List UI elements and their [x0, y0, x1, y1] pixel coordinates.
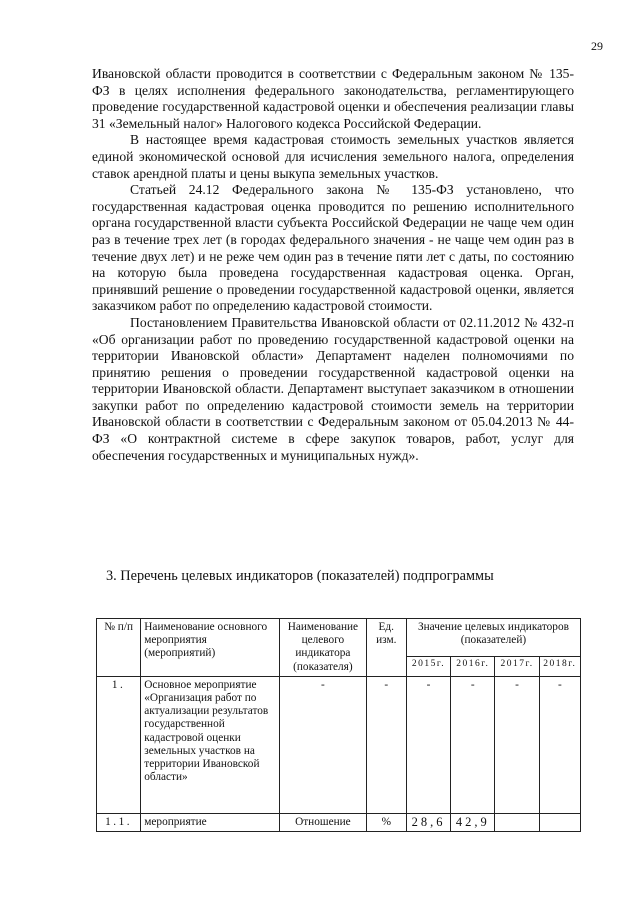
header-num: № п/п [97, 619, 141, 677]
table-row [97, 676, 581, 813]
paragraph-3: Статьей 24.12 Федерального закона № 135-ФЗ установлено, что государственная кадастровая оценка проводится по решению исполнительного органа государственной власти субъекта Российской Федерации не чаще чем один раз в течение трех лет (в городах федерального значения - не чаще чем один раз в течение двух лет) и не реже чем один раз в течение пяти лет с даты, по состоянию на которую была проведена государственная кадастровая оценка. Орган, принявший решение о проведении государственной кадастровой оценки, является заказчиком работ по определению кадастровой стоимости. [92, 182, 574, 314]
row-unit: % [366, 813, 406, 831]
row-event: Основное мероприятие «Организация работ по актуализации результатов государственной кадастровой оценки земельных участков на территории Ивановской области» [141, 676, 280, 813]
row-num: 1. [97, 676, 141, 813]
row-unit: - [366, 676, 406, 813]
row-event: мероприятие [141, 813, 280, 831]
header-year-2016: 2016г. [451, 657, 495, 677]
header-indicator: Наименование целевого индикатора (показателя) [280, 619, 367, 677]
row-value-2017: - [495, 676, 539, 813]
body-text [92, 66, 574, 464]
row-value-2017 [495, 813, 539, 831]
header-event: Наименование основного мероприятия (мероприятий) [141, 619, 280, 677]
indicators-table [96, 618, 581, 832]
section-title: 3. Перечень целевых индикаторов (показателей) подпрограммы [106, 568, 494, 584]
row-value-2016: 42,9 [451, 813, 495, 831]
header-year-2017: 2017г. [495, 657, 539, 677]
table-row [97, 813, 581, 831]
row-num: 1.1. [97, 813, 141, 831]
row-indicator: - [280, 676, 367, 813]
row-value-2018: - [539, 676, 580, 813]
page-number: 29 [591, 39, 603, 53]
row-value-2015: - [406, 676, 450, 813]
row-value-2016: - [451, 676, 495, 813]
paragraph-1: Ивановской области проводится в соответствии с Федеральным законом № 135-ФЗ в целях исполнения федерального законодательства, регламентирующего проведение государственной кадастровой оценки и обеспечения реализации главы 31 «Земельный налог» Налогового кодекса Российской Федерации. [92, 66, 574, 131]
row-value-2018 [539, 813, 580, 831]
header-year-2018: 2018г. [539, 657, 580, 677]
header-year-2015: 2015г. [406, 657, 450, 677]
table-header-row [97, 619, 581, 657]
paragraph-2: В настоящее время кадастровая стоимость земельных участков является единой экономической основой для исчисления земельного налога, определения ставок арендной платы и цены выкупа земельных участков. [92, 132, 574, 181]
header-values: Значение целевых индикаторов (показателей) [406, 619, 580, 657]
paragraph-4: Постановлением Правительства Ивановской области от 02.11.2012 № 432-п «Об организации работ по проведению государственной кадастровой оценки на территории Ивановской области» Департамент наделен полномочиями по принятию решения о проведении государственной кадастровой оценки на территории Ивановской области. Департамент выступает заказчиком в отношении закупки работ по определению кадастровой стоимости земель на территории Ивановской области в соответствии с Федеральным законом от 05.04.2013 № 44-ФЗ «О контрактной системе в сфере закупок товаров, работ, услуг для обеспечения государственных и муниципальных нужд». [92, 314, 574, 463]
row-value-2015: 28,6 [406, 813, 450, 831]
row-indicator: Отношение [280, 813, 367, 831]
header-unit: Ед. изм. [366, 619, 406, 677]
